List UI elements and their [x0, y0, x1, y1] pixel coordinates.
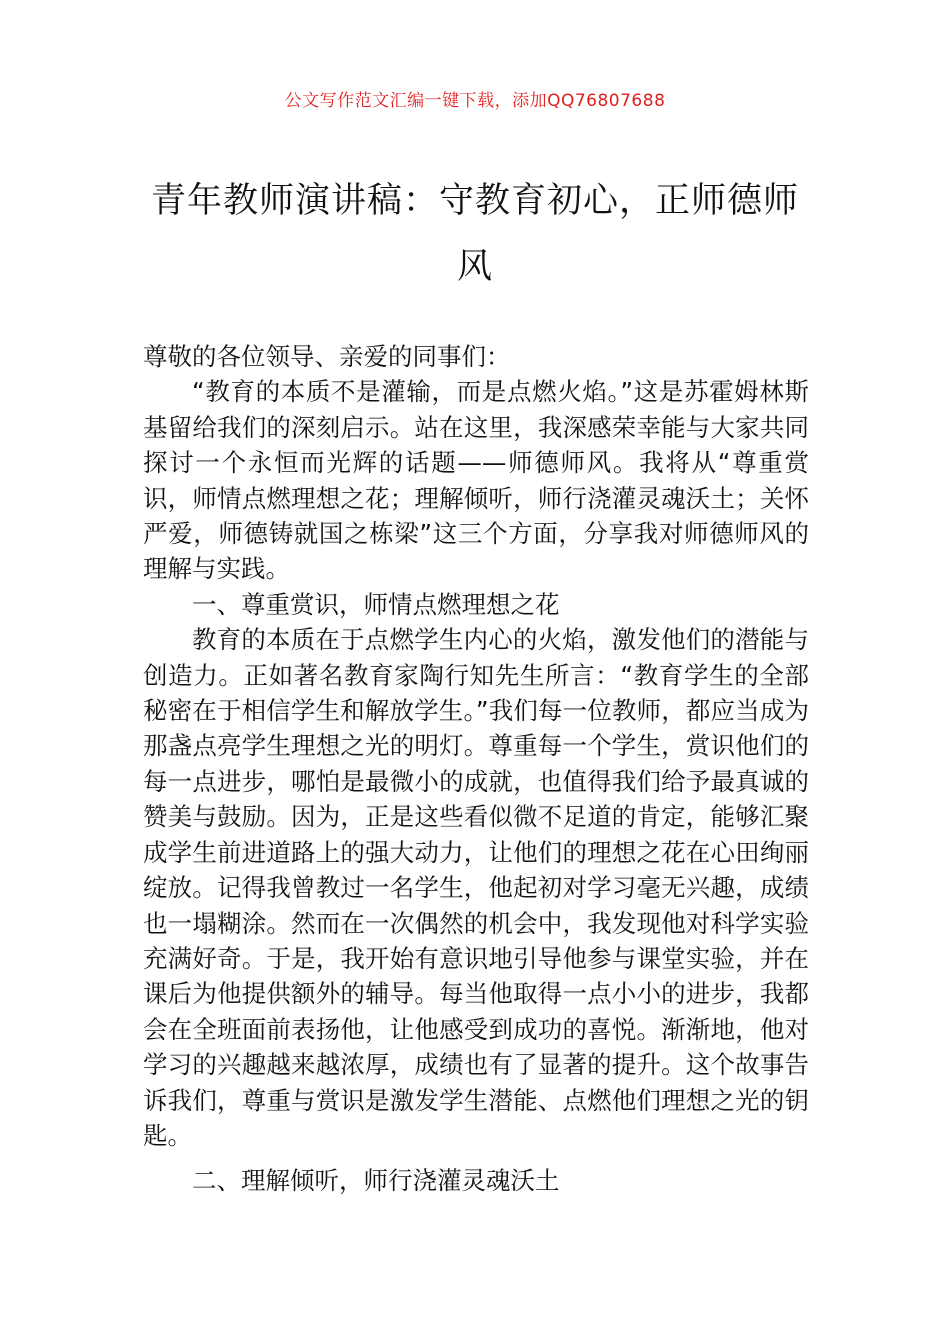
document-title: 青年教师演讲稿：守教育初心，正师德师风 — [150, 181, 799, 287]
intro-paragraph: “教育的本质不是灌输，而是点燃火焰。”这是苏霍姆林斯基留给我们的深刻启示。站在这里，我深感荣幸能与大家共同探讨一个永恒而光辉的话题——师德师风。我将从“尊重赏识，师情点燃理想之花；理解倾听，师行浇灌灵魂沃土；关怀严爱，师德铸就国之栋梁”这三个方面，分享我对师德师风的理解与实践。 — [143, 377, 809, 584]
section-heading-1: 一、尊重赏识，师情点燃理想之花 — [192, 589, 560, 619]
section-heading-2: 二、理解倾听，师行浇灌灵魂沃土 — [192, 1166, 560, 1196]
document-body — [143, 339, 809, 1199]
download-notice: 公文写作范文汇编一键下载，添加QQ76807688 — [284, 91, 666, 111]
section-1-paragraph: 教育的本质在于点燃学生内心的火焰，激发他们的潜能与创造力。正如著名教育家陶行知先生所言：“教育学生的全部秘密在于相信学生和解放学生。”我们每一位教师，都应当成为那盏点亮学生理想之光的明灯。尊重每一个学生，赏识他们的每一点进步，哪怕是最微小的成就，也值得我们给予最真诚的赞美与鼓励。因为，正是这些看似微不足道的肯定，能够汇聚成学生前进道路上的强大动力，让他们的理想之花在心田绚丽绽放。记得我曾教过一名学生，他起初对学习毫无兴趣，成绩也一塌糊涂。然而在一次偶然的机会中，我发现他对科学实验充满好奇。于是，我开始有意识地引导他参与课堂实验，并在课后为他提供额外的辅导。每当他取得一点小小的进步，我都会在全班面前表扬他，让他感受到成功的喜悦。渐渐地，他对学习的兴趣越来越浓厚，成绩也有了显著的提升。这个故事告诉我们，尊重与赏识是激发学生潜能、点燃他们理想之光的钥匙。 — [143, 625, 809, 1150]
salutation: 尊敬的各位领导、亲爱的同事们： — [143, 342, 511, 371]
